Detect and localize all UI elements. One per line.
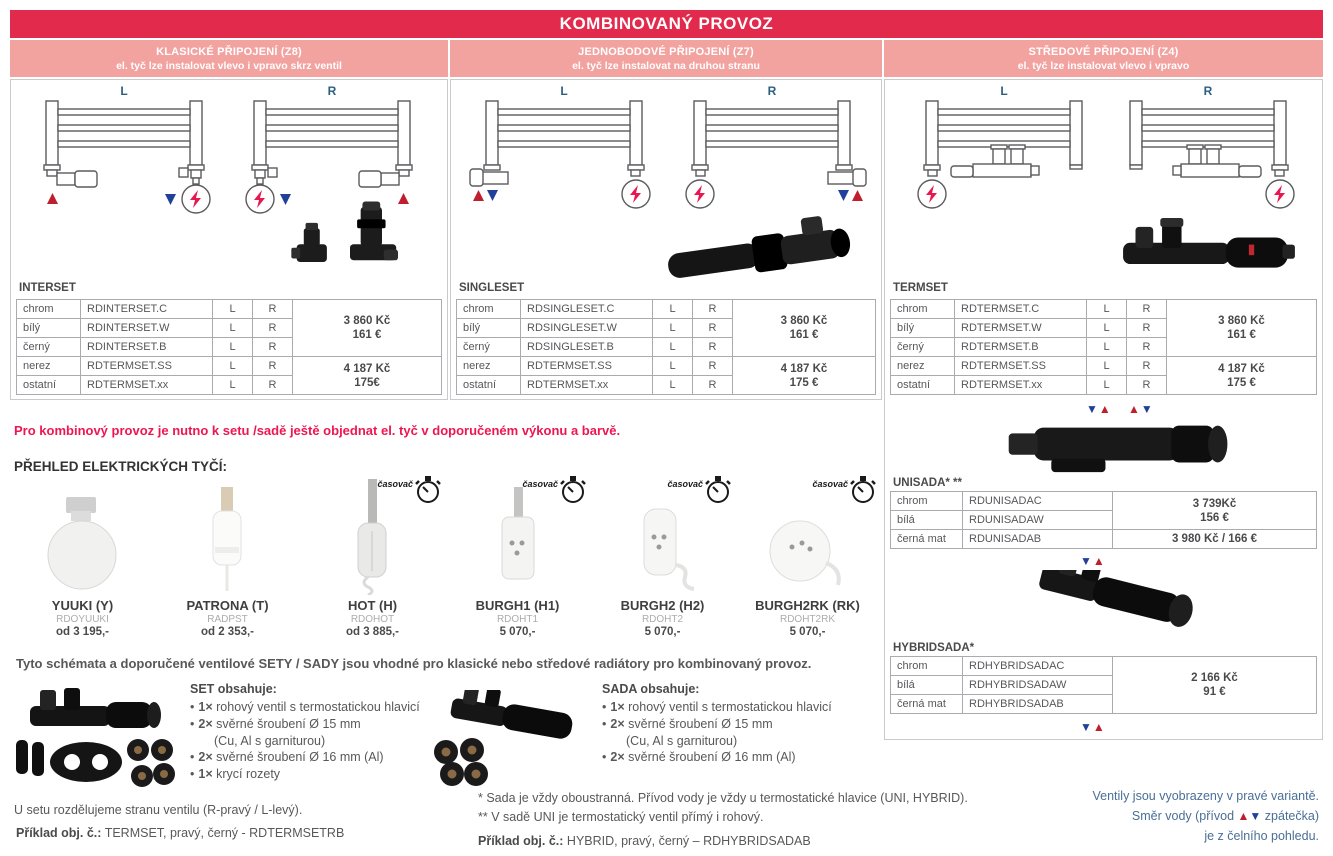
- column-subtitle: el. tyč lze instalovat vlevo i vpravo: [1017, 59, 1190, 72]
- set-contents-photo: [12, 684, 177, 792]
- color-cell: bílá: [891, 511, 963, 530]
- color-cell: černá mat: [891, 530, 963, 549]
- valve-orientation-note: [1092, 786, 1319, 846]
- list-item: • 2× svěrné šroubení Ø 16 mm (Al): [190, 750, 384, 764]
- sada-contents-title: SADA obsahuje:: [602, 682, 700, 696]
- table-row: černý RDTERMSET.B L R: [891, 338, 1317, 357]
- column-body-z8: [10, 79, 448, 400]
- radiator-schematic-z7-l-icon: [469, 99, 659, 217]
- code-cell: RDTERMSET.B: [955, 338, 1087, 357]
- code-cell: RDHYBRIDSADAB: [963, 695, 1113, 714]
- list-item-sub: (Cu, Al s garniturou): [214, 734, 326, 748]
- table-row: chrom RDSINGLESET.C L R 3 860 Kč 161 €: [457, 300, 876, 319]
- product-name: TERMSET: [893, 282, 948, 294]
- table-row: bílý RDSINGLESET.W L R: [457, 319, 876, 338]
- color-cell: nerez: [891, 357, 955, 376]
- color-cell: chrom: [891, 657, 963, 676]
- rod-name: PATRONA (T): [186, 598, 269, 613]
- sada-example-note: Příklad obj. č.: HYBRID, pravý, černý – RDHYBRIDSADAB: [478, 834, 811, 848]
- rod-name: HOT (H): [347, 598, 398, 613]
- table-row: chrom RDTERMSET.C L R 3 860 Kč 161 €: [891, 300, 1317, 319]
- table-row: [17, 300, 442, 319]
- table-row: [891, 492, 1317, 511]
- rod-price: 5 070,-: [644, 626, 681, 638]
- rod-code: RDOHT2RK: [779, 614, 835, 625]
- code-cell: RDINTERSET.B: [81, 338, 213, 357]
- hybridsada-table: [890, 656, 1317, 714]
- rod-price: 5 070,-: [789, 626, 826, 638]
- diagram-z7-left: L: [469, 84, 659, 222]
- rod-hot: [300, 477, 445, 638]
- timer-label: časovač: [377, 479, 413, 489]
- electric-rods-row: [10, 477, 880, 638]
- diagram-label-r: R: [327, 84, 337, 98]
- radiator-schematic-z4-r-icon: [1113, 99, 1303, 217]
- termset-table: [890, 299, 1317, 395]
- diagram-z8-left: [29, 84, 219, 222]
- product-name-unisada: UNISADA* **: [893, 477, 963, 489]
- table-row: ostatní RDTERMSET.xx L R: [891, 376, 1317, 395]
- set-side-note: U setu rozdělujeme stranu ventilu (R-pravý / L-levý).: [14, 803, 303, 817]
- price-cell: 2 166 Kč 91 €: [1113, 657, 1317, 714]
- code-cell: RDTERMSET.xx: [81, 376, 213, 395]
- set-contents-title: SET obsahuje:: [190, 682, 277, 696]
- table-row: bílý RDTERMSET.W L R: [891, 319, 1317, 338]
- price-cell: 4 187 Kč 175€: [293, 357, 442, 395]
- product-name: SINGLESET: [459, 282, 525, 294]
- color-cell: nerez: [457, 357, 521, 376]
- rod-price: 5 070,-: [499, 626, 536, 638]
- code-cell: RDTERMSET.C: [955, 300, 1087, 319]
- list-item: • 1× rohový ventil s termostatickou hlavicí: [190, 700, 420, 714]
- burgh2-photo: [618, 495, 708, 595]
- product-name-hybridsada: HYBRIDSADA*: [893, 642, 975, 654]
- table-row: ostatní RDTERMSET.xx L R: [457, 376, 876, 395]
- flow-up-icon: ▲: [1237, 809, 1250, 823]
- hot-photo: [328, 479, 418, 595]
- color-cell: nerez: [17, 357, 81, 376]
- color-cell: černý: [457, 338, 521, 357]
- sada-contents-box: [602, 682, 902, 766]
- flow-up-icon: [852, 190, 863, 201]
- code-cell: RDSINGLESET.C: [521, 300, 653, 319]
- flow-down-icon: [165, 194, 176, 205]
- side-r-cell: R: [253, 300, 293, 319]
- diagram-z4-left: L: [909, 84, 1099, 222]
- color-cell: ostatní: [457, 376, 521, 395]
- table-row: bílý RDINTERSET.W L R: [17, 319, 442, 338]
- table-row: [891, 530, 1317, 549]
- column-title: JEDNOBODOVÉ PŘIPOJENÍ (Z7): [578, 45, 754, 58]
- set-contents-box: [190, 682, 470, 783]
- code-cell: RDTERMSET.SS: [955, 357, 1087, 376]
- rod-code: RDOYUUKI: [56, 614, 109, 625]
- yuuki-photo: [38, 491, 128, 595]
- timer-label: časovač: [812, 479, 848, 489]
- price-cell: 4 187 Kč 175 €: [1167, 357, 1317, 395]
- timer-label: časovač: [522, 479, 558, 489]
- radiator-schematic-z7-r-icon: [677, 99, 867, 217]
- rod-name: BURGH2RK (RK): [755, 598, 860, 613]
- price-cell: 4 187 Kč 175 €: [733, 357, 876, 395]
- diagram-label-l: L: [120, 84, 128, 98]
- code-cell: RDUNISADAB: [963, 530, 1113, 549]
- burgh2rk-photo: [758, 499, 858, 595]
- color-cell: bílý: [17, 319, 81, 338]
- interset-photo: [283, 198, 433, 278]
- code-cell: RDTERMSET.SS: [81, 357, 213, 376]
- rod-code: RDOHOT: [350, 614, 395, 625]
- diagram-z7-right: R: [677, 84, 867, 222]
- code-cell: RDUNISADAW: [963, 511, 1113, 530]
- radiator-schematic-z4-l-icon: [909, 99, 1099, 217]
- page-title: KOMBINOVANÝ PROVOZ: [10, 10, 1323, 38]
- diagram-z4-right: R: [1113, 84, 1303, 222]
- flow-up-icon: [473, 190, 484, 201]
- color-cell: bílý: [891, 319, 955, 338]
- list-item: • 1× krycí rozety: [190, 767, 281, 781]
- rod-yuuki: [10, 477, 155, 638]
- code-cell: RDTERMSET.SS: [521, 357, 653, 376]
- rod-price: od 3 885,-: [345, 626, 400, 638]
- schemes-note: Tyto schémata a doporučené ventilové SETY / SADY jsou vhodné pro klasické nebo středové radiátory pro kombinovaný provoz.: [16, 656, 812, 671]
- product-name: INTERSET: [19, 282, 76, 294]
- flow-direction-arrows: ▼▲: [1080, 554, 1106, 568]
- column-subtitle: el. tyč lze instalovat na druhou stranu: [572, 59, 760, 72]
- color-cell: černý: [17, 338, 81, 357]
- patrona-photo: [183, 485, 273, 595]
- code-cell: RDTERMSET.W: [955, 319, 1087, 338]
- electric-rod-warning: Pro kombinový provoz je nutno k setu /sadě ještě objednat el. tyč v doporučeném výkonu a barvě.: [14, 423, 621, 438]
- singleset-table: [456, 299, 876, 395]
- flow-up-icon: [47, 193, 58, 204]
- rod-name: YUUKI (Y): [51, 598, 114, 613]
- rods-heading: PŘEHLED ELEKTRICKÝCH TYČÍ:: [14, 459, 228, 474]
- column-body-z4: [884, 79, 1323, 740]
- burgh1-photo: [473, 483, 563, 595]
- timer-label: časovač: [667, 479, 703, 489]
- column-body-z7: [450, 79, 882, 400]
- color-cell: chrom: [891, 300, 955, 319]
- flow-direction-arrows-l: ▼▲: [1086, 402, 1112, 416]
- color-cell: bílý: [457, 319, 521, 338]
- color-cell: ostatní: [891, 376, 955, 395]
- sada-note-1: * Sada je vždy oboustranná. Přívod vody je vždy u termostatické hlavice (UNI, HYBRID).: [478, 791, 968, 805]
- color-cell: chrom: [17, 300, 81, 319]
- list-item: • 2× svěrné šroubení Ø 15 mm: [602, 717, 773, 731]
- code-cell: RDINTERSET.W: [81, 319, 213, 338]
- rod-code: RDOHT2: [641, 614, 684, 625]
- column-title: STŘEDOVÉ PŘIPOJENÍ (Z4): [1028, 45, 1179, 58]
- rod-code: RDOHT1: [496, 614, 539, 625]
- flow-down-icon: [487, 190, 498, 201]
- hybridsada-photo: [1030, 570, 1230, 640]
- column-header-z4: [884, 40, 1323, 77]
- price-cell: 3 860 Kč 161 €: [733, 300, 876, 357]
- rod-price: od 3 195,-: [55, 626, 110, 638]
- table-row: ostatní RDTERMSET.xx L R: [17, 376, 442, 395]
- code-cell: RDHYBRIDSADAW: [963, 676, 1113, 695]
- sada-contents-photo: [430, 690, 585, 788]
- column-title: KLASICKÉ PŘIPOJENÍ (Z8): [156, 45, 302, 58]
- list-item: • 2× svěrné šroubení Ø 15 mm: [190, 717, 361, 731]
- side-l-cell: L: [213, 300, 253, 319]
- color-cell: ostatní: [17, 376, 81, 395]
- color-cell: chrom: [891, 492, 963, 511]
- price-cell: 3 860 Kč 161 €: [1167, 300, 1317, 357]
- list-item: • 1× rohový ventil s termostatickou hlavicí: [602, 700, 832, 714]
- valve-note-line2: Směr vody (přívod ▲▼ zpátečka): [1131, 809, 1319, 823]
- table-row: [891, 657, 1317, 676]
- price-cell: 3 980 Kč / 166 €: [1113, 530, 1317, 549]
- flow-down-icon: ▼: [1249, 809, 1262, 823]
- sada-asterisk-notes: [478, 789, 968, 851]
- termset-photo: [1104, 218, 1314, 280]
- flow-down-icon: [838, 190, 849, 201]
- radiator-schematic-z8-l-icon: [29, 99, 219, 217]
- code-cell: RDTERMSET.xx: [521, 376, 653, 395]
- color-cell: černý: [891, 338, 955, 357]
- singleset-photo: [661, 212, 871, 284]
- valve-note-line1: Ventily jsou vyobrazeny v pravé variantě.: [1092, 789, 1319, 803]
- sada-note-2: ** V sadě UNI je termostatický ventil přímý i rohový.: [478, 810, 764, 824]
- code-cell: RDUNISADAC: [963, 492, 1113, 511]
- rod-price: od 2 353,-: [200, 626, 255, 638]
- rod-name: BURGH1 (H1): [475, 598, 560, 613]
- price-cell: 3 860 Kč 161 €: [293, 300, 442, 357]
- column-header-z7: [450, 40, 882, 77]
- flow-direction-arrows-r: ▲▼: [1128, 402, 1154, 416]
- color-cell: chrom: [457, 300, 521, 319]
- rod-burgh2rk: [735, 477, 880, 638]
- table-row: černý RDINTERSET.B L R: [17, 338, 442, 357]
- unisada-table: [890, 491, 1317, 549]
- table-row: nerez RDTERMSET.SS L R 4 187 Kč 175€: [17, 357, 442, 376]
- color-cell: bílá: [891, 676, 963, 695]
- column-subtitle: el. tyč lze instalovat vlevo i vpravo skrz ventil: [116, 59, 342, 72]
- flow-direction-arrows: ▼▲: [1080, 720, 1106, 734]
- code-cell: RDHYBRIDSADAC: [963, 657, 1113, 676]
- price-cell: 3 739Kč 156 €: [1113, 492, 1317, 530]
- code-cell: RDSINGLESET.W: [521, 319, 653, 338]
- table-row: nerez RDTERMSET.SS L R 4 187 Kč 175 €: [457, 357, 876, 376]
- code-cell: RDTERMSET.xx: [955, 376, 1087, 395]
- list-item: • 2× svěrné šroubení Ø 16 mm (Al): [602, 750, 796, 764]
- code-cell: RDSINGLESET.B: [521, 338, 653, 357]
- rod-name: BURGH2 (H2): [620, 598, 705, 613]
- list-item-sub: (Cu, Al s garniturou): [626, 734, 738, 748]
- table-row: černý RDSINGLESET.B L R: [457, 338, 876, 357]
- rod-code: RADPST: [207, 614, 248, 625]
- set-example-note: Příklad obj. č.: TERMSET, pravý, černý - RDTERMSETRB: [16, 826, 345, 840]
- valve-note-line3: je z čelního pohledu.: [1204, 829, 1319, 843]
- interset-table: [16, 299, 442, 395]
- rod-burgh2: [590, 477, 735, 638]
- column-header-z8: [10, 40, 448, 77]
- code-cell: RDINTERSET.C: [81, 300, 213, 319]
- rod-burgh1: [445, 477, 590, 638]
- table-row: nerez RDTERMSET.SS L R 4 187 Kč 175 €: [891, 357, 1317, 376]
- color-cell: černá mat: [891, 695, 963, 714]
- rod-patrona: [155, 477, 300, 638]
- unisada-photo: [1005, 416, 1235, 476]
